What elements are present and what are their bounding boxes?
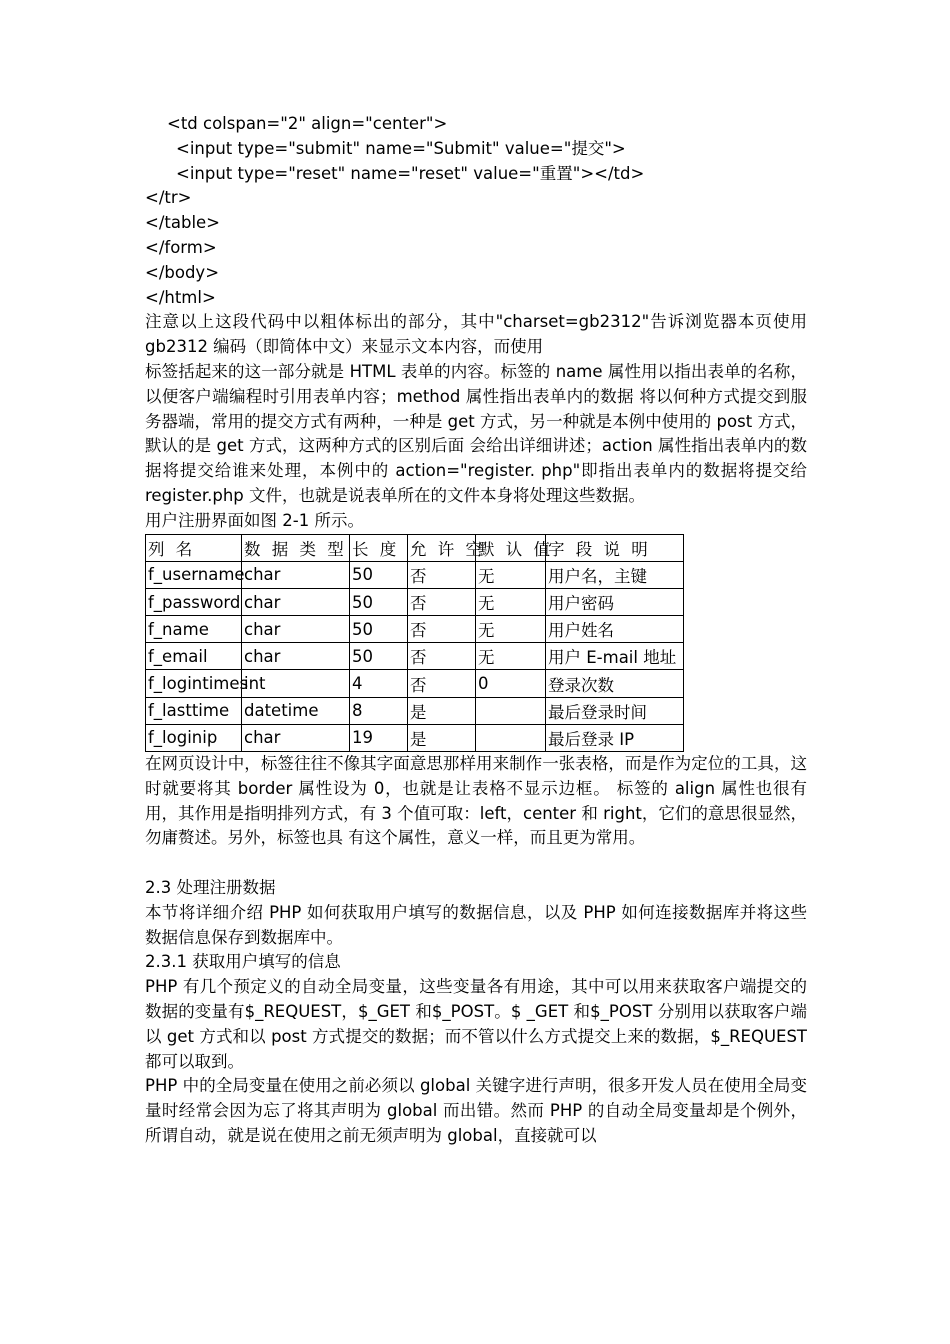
subsection-title: 2.3.1 获取用户填写的信息	[145, 952, 341, 972]
field-table	[145, 534, 684, 753]
table-cell: char	[242, 643, 350, 670]
table-row	[146, 616, 684, 643]
table-cell: 8	[350, 697, 408, 724]
table-cell: 是	[408, 724, 476, 751]
table-header-cell: 默 认 值	[476, 534, 546, 561]
table-cell: 否	[408, 670, 476, 697]
table-cell: char	[242, 724, 350, 751]
code-line: </table>	[145, 213, 220, 233]
table-cell: char	[242, 561, 350, 588]
table-cell: char	[242, 588, 350, 615]
table-row	[146, 697, 684, 724]
code-line: </body>	[145, 262, 220, 282]
code-line: <input type="submit" name="Submit" value="提交">	[176, 138, 626, 158]
table-cell	[476, 697, 546, 724]
table-cell: 否	[408, 616, 476, 643]
table-cell: datetime	[242, 697, 350, 724]
paragraph-global-keyword: PHP 中的全局变量在使用之前必须以 global 关键字进行声明，很多开发人员在使用全局变量时经常会因为忘了将其声明为 global 而出错。然而 PHP 的自动全局变量却是个例外，所谓自动，就是说在使用之前无须声明为 global，直接就可以	[145, 1076, 807, 1145]
table-cell: 4	[350, 670, 408, 697]
table-cell: 最后登录时间	[546, 697, 684, 724]
table-row	[146, 588, 684, 615]
table-cell: char	[242, 616, 350, 643]
code-line: </html>	[145, 287, 216, 307]
table-cell: f_name	[146, 616, 242, 643]
table-header-cell: 长 度	[350, 534, 408, 561]
table-row	[146, 643, 684, 670]
table-row	[146, 670, 684, 697]
paragraph-table-tag: 在网页设计中，标签往往不像其字面意思那样用来制作一张表格，而是作为定位的工具，这时就要将其 border 属性设为 0，也就是让表格不显示边框。 标签的 align 属性也很有用，其作用是指明排列方式，有 3 个值可取：left，center 和 right，它们的意思很显然，勿庸赘述。另外，标签也具 有这个属性，意义一样，而且更为常用。	[145, 754, 807, 848]
table-cell: 否	[408, 588, 476, 615]
table-cell: 无	[476, 561, 546, 588]
table-cell: 登录次数	[546, 670, 684, 697]
table-cell: 否	[408, 561, 476, 588]
table-cell: 用户密码	[546, 588, 684, 615]
table-cell: 否	[408, 643, 476, 670]
code-line: </tr>	[145, 188, 192, 208]
table-row	[146, 561, 684, 588]
table-cell: f_lasttime	[146, 697, 242, 724]
code-line: </form>	[145, 237, 217, 257]
paragraph-form-tag: 标签括起来的这一部分就是 HTML 表单的内容。标签的 name 属性用以指出表单的名称，以便客户端编程时引用表单内容；method 属性指出表单内的数据 将以何种方式提交到服务器端，常用的提交方式有两种，一种是 get 方式，另一种就是本例中使用的 post 方式，默认的是 get 方式，这两种方式的区别后面 会给出详细讲述；action 属性指出表单内的数据将提交给谁来处理，本例中的 action="register. php"即指出表单内的数据将提交给 register.php 文件，也就是说表单所在的文件本身将处理这些数据。	[145, 361, 807, 505]
table-cell: 用户姓名	[546, 616, 684, 643]
paragraph-charset: 注意以上这段代码中以粗体标出的部分，其中"charset=gb2312"告诉浏览器本页使用 gb2312 编码（即简体中文）来显示文本内容，而使用	[145, 312, 807, 357]
table-cell: 19	[350, 724, 408, 751]
table-cell: 无	[476, 643, 546, 670]
table-cell: 50	[350, 616, 408, 643]
blank-line	[145, 851, 807, 876]
table-cell: int	[242, 670, 350, 697]
table-cell: 无	[476, 588, 546, 615]
table-cell: 用户 E-mail 地址	[546, 643, 684, 670]
document-page	[145, 112, 807, 1149]
table-cell: f_email	[146, 643, 242, 670]
section-intro: 本节将详细介绍 PHP 如何获取用户填写的数据信息，以及 PHP 如何连接数据库并将这些数据信息保存到数据库中。	[145, 902, 807, 947]
table-header-cell: 允 许 空	[408, 534, 476, 561]
table-cell: f_password	[146, 588, 242, 615]
table-header-cell: 列 名	[146, 534, 242, 561]
table-header-cell: 字 段 说 明	[546, 534, 684, 561]
table-header-cell: 数 据 类 型	[242, 534, 350, 561]
table-row	[146, 724, 684, 751]
table-cell: f_logintimes	[146, 670, 242, 697]
table-cell: 用户名，主键	[546, 561, 684, 588]
table-cell: f_loginip	[146, 724, 242, 751]
paragraph-globals: PHP 有几个预定义的自动全局变量，这些变量各有用途，其中可以用来获取客户端提交的数据的变量有$_REQUEST，$_GET 和$_POST。$ _GET 和$_POST 分别用以获取客户端以 get 方式和以 post 方式提交的数据；而不管以什么方式提交上来的数据，$_REQUEST 都可以取到。	[145, 977, 807, 1071]
code-line: <td colspan="2" align="center">	[167, 114, 448, 133]
table-cell: 0	[476, 670, 546, 697]
figure-caption: 用户注册界面如图 2-1 所示。	[145, 510, 364, 530]
table-cell: 无	[476, 616, 546, 643]
table-cell: 是	[408, 697, 476, 724]
table-cell	[476, 724, 546, 751]
table-header-row	[146, 534, 684, 561]
section-title: 2.3 处理注册数据	[145, 878, 276, 898]
table-cell: 最后登录 IP	[546, 724, 684, 751]
table-cell: 50	[350, 561, 408, 588]
code-line: <input type="reset" name="reset" value="重置"></td>	[176, 163, 645, 183]
table-cell: 50	[350, 643, 408, 670]
table-cell: 50	[350, 588, 408, 615]
table-cell: f_username	[146, 561, 242, 588]
